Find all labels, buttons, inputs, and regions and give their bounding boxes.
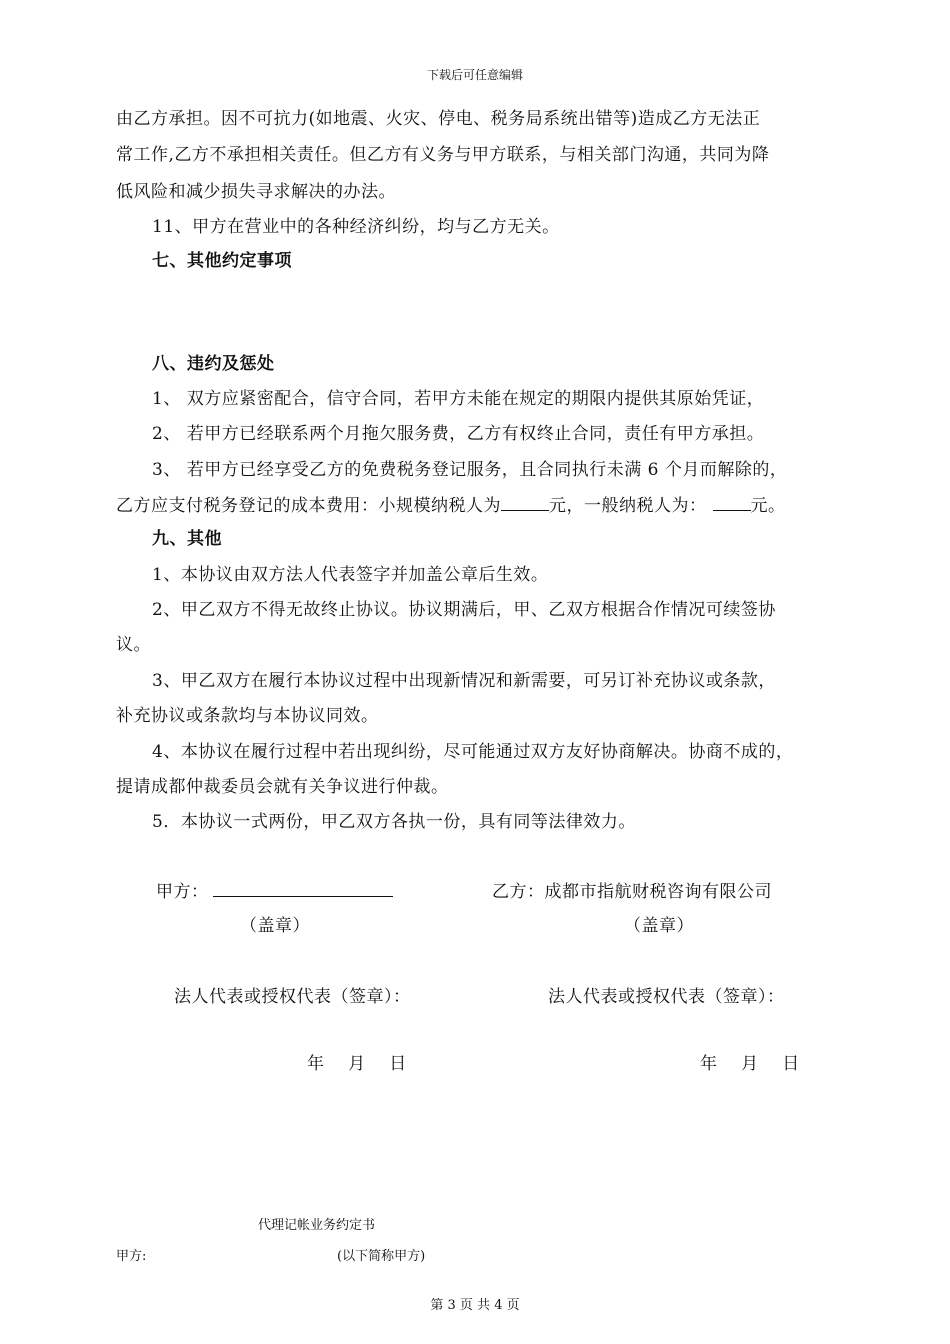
section-7-title: 七、其他约定事项	[152, 251, 292, 271]
party-a-signature	[156, 877, 393, 902]
paragraph-line: 低风险和减少损失寻求解决的办法。	[116, 182, 396, 202]
section-8-item-3-continued	[116, 491, 786, 516]
section-9-item-5: 5．本协议一式两份，甲乙双方各执一份，具有同等法律效力。	[152, 812, 636, 832]
appendix-title: 代理记帐业务约定书	[258, 1218, 376, 1233]
general-taxpayer-fee-blank[interactable]	[713, 496, 751, 511]
small-taxpayer-fee-blank[interactable]	[501, 496, 549, 511]
section-9-item-4-continued: 提请成都仲裁委员会就有关争议进行仲裁。	[116, 777, 449, 797]
section-9-item-3: 3、甲乙双方在履行本协议过程中出现新情况和新需要，可另订补充协议或条款，	[152, 671, 776, 691]
party-b-date: 年 月 日	[700, 1054, 800, 1074]
section-9-item-1: 1、本协议由双方法人代表签字并加盖公章后生效。	[152, 565, 549, 585]
appendix-alias: (以下简称甲方)	[337, 1249, 426, 1264]
paragraph-line: 由乙方承担。因不可抗力(如地震、火灾、停电、税务局系统出错等)造成乙方无法正	[116, 109, 761, 129]
party-b-representative: 法人代表或授权代表（签章）：	[548, 987, 785, 1007]
section-9-item-4: 4、本协议在履行过程中若出现纠纷，尽可能通过双方友好协商解决。协商不成的，	[152, 742, 794, 762]
party-a-representative: 法人代表或授权代表（签章）：	[174, 987, 411, 1007]
section-9-item-3-continued: 补充协议或条款均与本协议同效。	[116, 706, 379, 726]
appendix-party-a: 甲方:	[116, 1249, 147, 1264]
section-9-title: 九、其他	[152, 529, 222, 549]
section-8-item-2: 2、 若甲方已经联系两个月拖欠服务费，乙方有权终止合同，责任有甲方承担。	[152, 424, 765, 444]
section-8-item-3: 3、 若甲方已经享受乙方的免费税务登记服务，且合同执行未满 6 个月而解除的，	[152, 460, 788, 480]
paragraph-line: 11、甲方在营业中的各种经济纠纷，均与乙方无关。	[152, 217, 560, 237]
section-8-item-1: 1、 双方应紧密配合，信守合同，若甲方未能在规定的期限内提供其原始凭证，	[152, 389, 765, 409]
section-9-item-2-continued: 议。	[116, 635, 151, 655]
section-8-title: 八、违约及惩处	[152, 354, 275, 374]
paragraph-line: 常工作,乙方不承担相关责任。但乙方有义务与甲方联系，与相关部门沟通，共同为降	[116, 145, 770, 165]
party-a-date: 年 月 日	[307, 1054, 407, 1074]
fee-text-b: 元，一般纳税人为：	[549, 496, 707, 516]
party-b-seal: （盖章）	[624, 916, 694, 936]
party-a-seal: （盖章）	[240, 916, 310, 936]
page-footer: 第 3 页 共 4 页	[430, 1298, 520, 1313]
page-header: 下载后可任意编辑	[426, 68, 523, 82]
section-9-item-2: 2、甲乙双方不得无故终止协议。协议期满后，甲、乙双方根据合作情况可续签协	[152, 600, 776, 620]
fee-text-a: 乙方应支付税务登记的成本费用：小规模纳税人为	[116, 496, 501, 516]
fee-text-c: 元。	[750, 496, 786, 516]
party-b-label: 乙方：成都市指航财税咨询有限公司	[492, 882, 772, 902]
party-a-name-blank[interactable]	[213, 882, 393, 897]
party-a-label: 甲方：	[156, 882, 209, 902]
